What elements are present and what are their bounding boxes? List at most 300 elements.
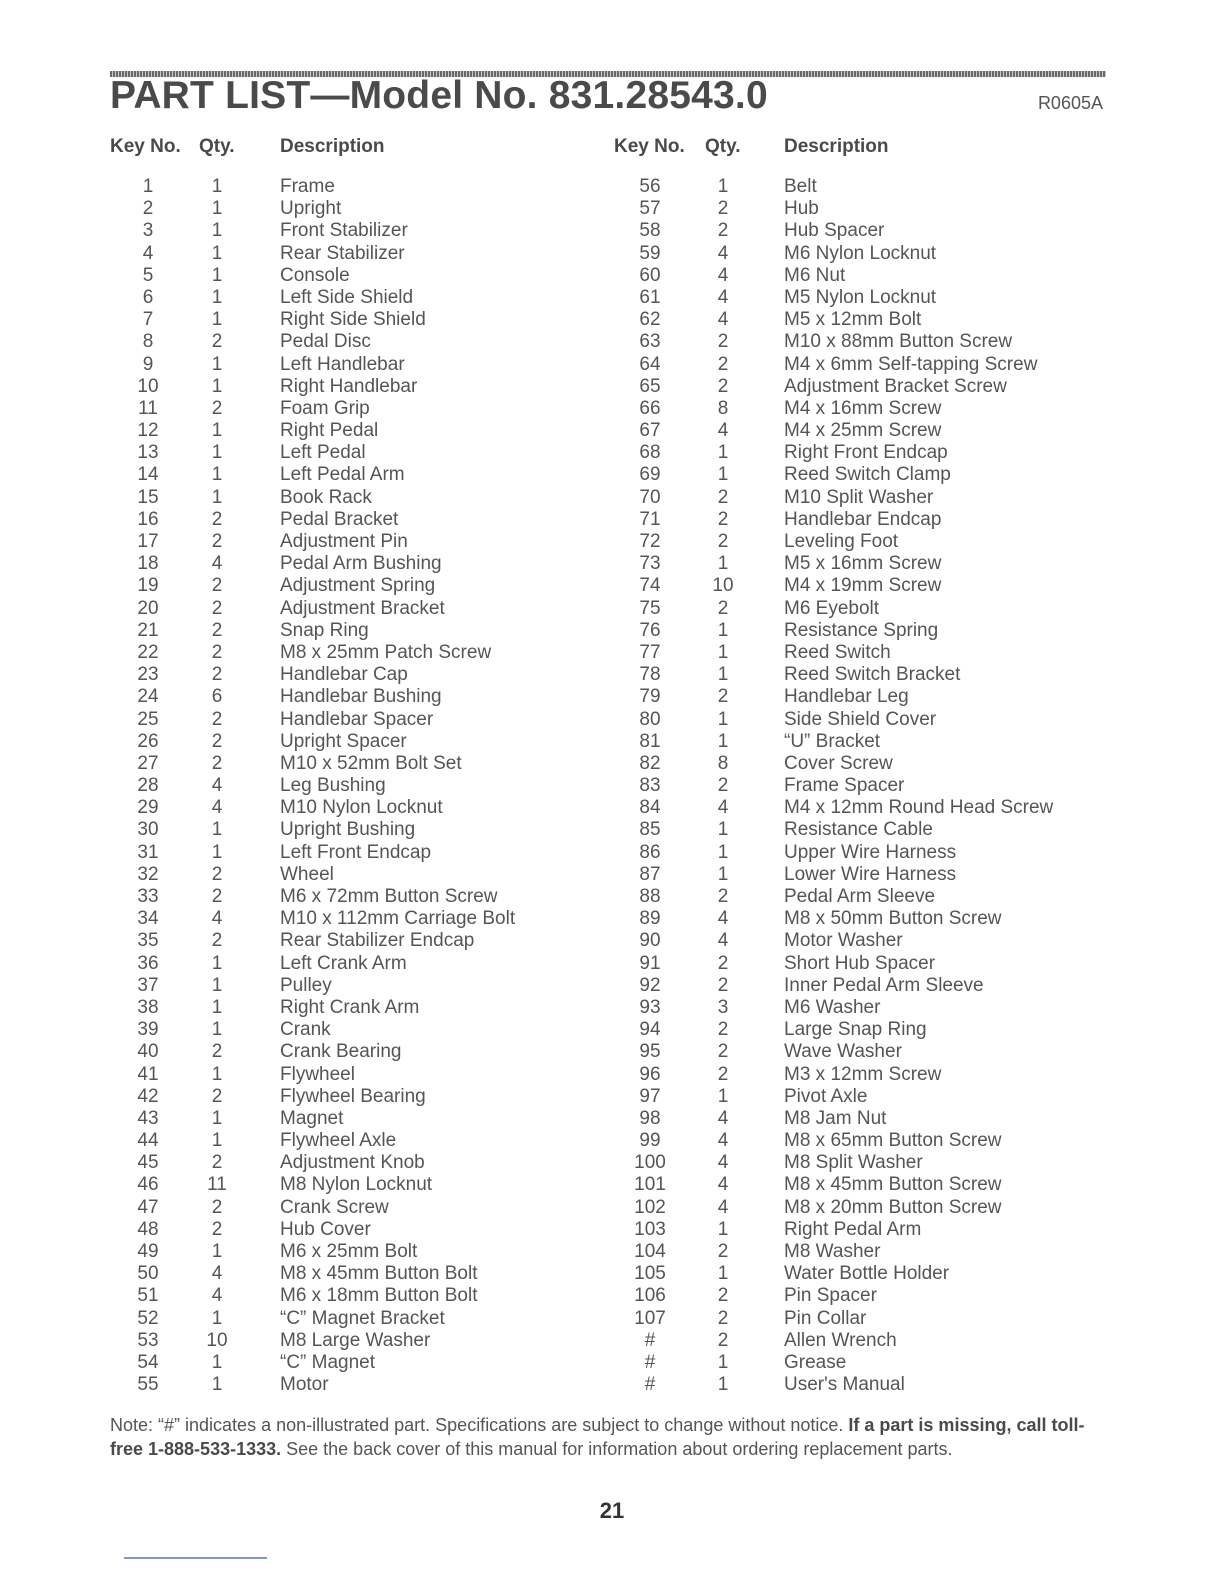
part-qty: 1	[717, 664, 729, 686]
part-key-no: 77	[639, 641, 661, 663]
part-description: M6 x 18mm Button Bolt	[280, 1285, 478, 1307]
part-qty: 1	[717, 1263, 729, 1285]
part-key-no: #	[644, 1329, 656, 1351]
part-key-no: 90	[639, 930, 661, 952]
part-key-no: 31	[137, 841, 159, 863]
part-key-no: 105	[634, 1263, 666, 1285]
part-key-no: 43	[137, 1107, 159, 1129]
part-qty: 1	[717, 442, 729, 464]
part-key-no: 27	[137, 752, 159, 774]
part-qty: 2	[211, 1196, 223, 1218]
part-description: Leveling Foot	[784, 531, 899, 552]
part-description: Hub Cover	[280, 1218, 371, 1240]
part-description: Cover Screw	[784, 752, 893, 774]
part-qty: 4	[717, 930, 729, 952]
part-key-no: 86	[639, 841, 661, 863]
part-qty: 1	[717, 1351, 729, 1373]
part-qty: 2	[211, 531, 223, 552]
part-description: Lower Wire Harness	[784, 863, 957, 885]
part-key-no: 92	[639, 974, 661, 996]
part-description: M8 x 20mm Button Screw	[784, 1196, 1002, 1218]
part-key-no: 13	[137, 442, 159, 464]
part-description: Adjustment Pin	[280, 531, 408, 552]
note-contact: If a part is missing, call toll-free 1-888-533-1333.	[110, 1415, 1085, 1459]
part-qty: 4	[717, 1152, 729, 1174]
part-qty: 1	[211, 1019, 223, 1041]
part-key-no: 85	[639, 819, 661, 841]
part-key-no: 84	[639, 797, 661, 819]
part-qty: 4	[211, 797, 223, 819]
part-description: M8 Split Washer	[784, 1152, 923, 1174]
part-qty: 2	[717, 1019, 729, 1041]
part-description: “C” Magnet Bracket	[280, 1307, 445, 1329]
part-qty: 1	[211, 952, 223, 974]
part-key-no: 65	[639, 375, 661, 397]
part-key-no: 58	[639, 220, 661, 242]
part-key-no: 9	[142, 353, 154, 375]
part-description: Handlebar Bushing	[280, 686, 442, 708]
part-qty: 1	[717, 841, 729, 863]
part-qty: 2	[717, 775, 729, 797]
part-key-no: 60	[639, 264, 661, 286]
part-description: Resistance Cable	[784, 819, 933, 841]
part-description: M5 x 12mm Bolt	[784, 309, 922, 331]
part-qty: 2	[211, 752, 223, 774]
part-description: Motor Washer	[784, 930, 903, 952]
part-key-no: 46	[137, 1174, 159, 1196]
part-description: M3 x 12mm Screw	[784, 1063, 942, 1085]
part-description: Resistance Spring	[784, 619, 939, 641]
part-description: Pin Spacer	[784, 1285, 877, 1307]
part-description: Pedal Disc	[280, 331, 371, 353]
part-qty: 1	[211, 220, 223, 242]
part-key-no: 95	[639, 1041, 661, 1063]
part-description: Snap Ring	[280, 619, 369, 641]
part-key-no: 59	[639, 242, 661, 264]
part-description: Right Pedal	[280, 420, 379, 442]
part-key-no: 83	[639, 775, 661, 797]
part-qty: 1	[211, 974, 223, 996]
part-description: Side Shield Cover	[784, 708, 937, 730]
part-description: User's Manual	[784, 1374, 905, 1396]
part-description: Upright Spacer	[280, 730, 407, 752]
part-description: M8 Large Washer	[280, 1329, 431, 1351]
part-key-no: 57	[639, 198, 661, 220]
part-key-no: 22	[137, 641, 159, 663]
part-key-no: 91	[639, 952, 661, 974]
part-description: Pin Collar	[784, 1307, 867, 1329]
part-qty: 2	[717, 952, 729, 974]
part-key-no: 1	[142, 176, 154, 197]
part-description: Wave Washer	[784, 1041, 902, 1063]
part-qty: 1	[211, 420, 223, 442]
part-qty: 2	[717, 597, 729, 619]
part-key-no: 70	[639, 486, 661, 508]
part-qty: 1	[211, 1063, 223, 1085]
part-qty: 1	[717, 1218, 729, 1240]
part-description: Grease	[784, 1351, 847, 1373]
part-key-no: 87	[639, 863, 661, 885]
part-description: Hub	[784, 198, 819, 220]
part-description: Upright Bushing	[280, 819, 416, 841]
part-key-no: 34	[137, 908, 159, 930]
part-key-no: 94	[639, 1019, 661, 1041]
part-key-no: 72	[639, 531, 661, 552]
part-description: Reed Switch	[784, 641, 891, 663]
part-qty: 1	[211, 353, 223, 375]
part-key-no: 10	[137, 375, 159, 397]
part-qty: 1	[211, 486, 223, 508]
part-qty: 2	[717, 220, 729, 242]
part-key-no: 36	[137, 952, 159, 974]
part-description: Crank Screw	[280, 1196, 389, 1218]
part-description: Upper Wire Harness	[784, 841, 957, 863]
part-description: Wheel	[280, 863, 334, 885]
part-description: Large Snap Ring	[784, 1019, 927, 1041]
part-key-no: #	[644, 1351, 656, 1373]
part-qty: 1	[211, 176, 223, 197]
part-key-no: 66	[639, 397, 661, 419]
part-key-no: 52	[137, 1307, 159, 1329]
part-key-no: 69	[639, 464, 661, 486]
part-description: Hub Spacer	[784, 220, 885, 242]
part-key-no: 62	[639, 309, 661, 331]
part-qty: 4	[717, 1130, 729, 1152]
part-description: M8 Jam Nut	[784, 1107, 887, 1129]
part-description: Pedal Bracket	[280, 508, 399, 530]
part-description: “C” Magnet	[280, 1351, 376, 1373]
part-key-no: 101	[634, 1174, 666, 1196]
part-qty: 10	[712, 575, 734, 597]
part-key-no: 20	[137, 597, 159, 619]
part-key-no: 14	[137, 464, 159, 486]
part-key-no: 3	[142, 220, 154, 242]
part-qty: 4	[717, 1107, 729, 1129]
part-key-no: 98	[639, 1107, 661, 1129]
part-description: Pedal Arm Sleeve	[784, 886, 936, 907]
part-description: Reed Switch Clamp	[784, 464, 951, 486]
part-qty: 1	[717, 641, 729, 663]
part-qty: 4	[211, 775, 223, 797]
part-description: Adjustment Knob	[280, 1152, 425, 1174]
part-qty: 1	[717, 819, 729, 841]
part-description: M4 x 12mm Round Head Screw	[784, 797, 1054, 819]
part-qty: 2	[211, 664, 223, 686]
part-key-no: 8	[142, 331, 154, 353]
part-qty: 2	[717, 508, 729, 530]
part-qty: 1	[717, 464, 729, 486]
part-description: M4 x 25mm Screw	[784, 420, 942, 442]
part-description: Leg Bushing	[280, 775, 386, 797]
part-key-no: 56	[639, 176, 661, 197]
part-qty: 1	[211, 1307, 223, 1329]
part-qty: 1	[717, 553, 729, 575]
part-qty: 4	[717, 309, 729, 331]
part-description: M10 x 88mm Button Screw	[784, 331, 1013, 353]
part-qty: 2	[211, 597, 223, 619]
part-key-no: 61	[639, 286, 661, 308]
part-key-no: 64	[639, 353, 661, 375]
part-key-no: 47	[137, 1196, 159, 1218]
part-qty: 2	[211, 397, 223, 419]
part-key-no: 45	[137, 1152, 159, 1174]
part-key-no: 23	[137, 664, 159, 686]
part-description: Pedal Arm Bushing	[280, 553, 442, 575]
part-qty: 1	[211, 242, 223, 264]
part-qty: 1	[717, 176, 729, 197]
page-number: 21	[599, 1498, 625, 1523]
part-qty: 1	[211, 442, 223, 464]
part-qty: 1	[211, 996, 223, 1018]
part-qty: 1	[211, 1107, 223, 1129]
part-key-no: 11	[138, 397, 158, 419]
part-qty: 2	[717, 331, 729, 353]
part-qty: 1	[211, 1374, 223, 1396]
part-description: Foam Grip	[280, 397, 370, 419]
part-description: Left Side Shield	[280, 286, 414, 308]
part-key-no: 26	[137, 730, 159, 752]
part-description: Left Handlebar	[280, 353, 405, 375]
part-key-no: 100	[634, 1152, 666, 1174]
part-qty: 2	[717, 1285, 729, 1307]
part-qty: 2	[717, 531, 729, 552]
part-qty: 1	[717, 1085, 729, 1107]
part-qty: 2	[211, 575, 223, 597]
part-key-no: 40	[137, 1041, 159, 1063]
part-description: Upright	[280, 198, 342, 220]
part-description: M8 Nylon Locknut	[280, 1174, 433, 1196]
part-description: Flywheel	[280, 1063, 355, 1085]
part-key-no: 5	[142, 264, 154, 286]
part-description: Handlebar Spacer	[280, 708, 434, 730]
part-key-no: 102	[634, 1196, 666, 1218]
part-qty: 2	[717, 1063, 729, 1085]
bottom-rule	[124, 1557, 267, 1559]
part-qty: 4	[717, 286, 729, 308]
part-description: M5 Nylon Locknut	[784, 286, 937, 308]
part-qty: 2	[717, 974, 729, 996]
part-qty: 2	[211, 863, 223, 885]
part-key-no: 37	[137, 974, 159, 996]
part-description: M8 x 25mm Patch Screw	[280, 641, 492, 663]
part-key-no: 19	[137, 575, 159, 597]
part-description: Adjustment Bracket	[280, 597, 445, 619]
part-description: Right Handlebar	[280, 375, 418, 397]
part-key-no: 63	[639, 331, 661, 353]
part-key-no: 104	[634, 1241, 666, 1262]
part-description: M10 x 52mm Bolt Set	[280, 752, 462, 774]
part-qty: 1	[211, 464, 223, 486]
part-description: Frame	[280, 176, 335, 197]
part-description: Frame Spacer	[784, 775, 905, 797]
part-key-no: 97	[639, 1085, 661, 1107]
part-qty: 1	[211, 375, 223, 397]
part-description: M6 Nut	[784, 264, 846, 286]
part-key-no: 80	[639, 708, 661, 730]
part-description: M6 Eyebolt	[784, 597, 880, 619]
part-key-no: 53	[137, 1329, 159, 1351]
part-qty: 4	[211, 553, 223, 575]
part-key-no: 44	[137, 1130, 159, 1152]
part-key-no: 15	[137, 486, 159, 508]
part-qty: 2	[211, 708, 223, 730]
part-qty: 1	[211, 286, 223, 308]
part-key-no: 67	[639, 420, 661, 442]
part-qty: 2	[717, 1307, 729, 1329]
part-description: Short Hub Spacer	[784, 952, 936, 974]
part-description: M8 x 45mm Button Bolt	[280, 1263, 478, 1285]
part-description: M8 Washer	[784, 1241, 881, 1262]
part-key-no: 30	[137, 819, 159, 841]
part-key-no: 33	[137, 886, 159, 907]
part-description: M4 x 16mm Screw	[784, 397, 942, 419]
part-key-no: 50	[137, 1263, 159, 1285]
part-qty: 2	[717, 1041, 729, 1063]
part-key-no: 49	[137, 1241, 159, 1262]
part-qty: 2	[211, 508, 223, 530]
header-key-no: Key No.	[614, 136, 685, 157]
part-key-no: 4	[142, 242, 154, 264]
part-description: M8 x 65mm Button Screw	[784, 1130, 1002, 1152]
part-description: Allen Wrench	[784, 1329, 897, 1351]
header-description: Description	[280, 136, 385, 157]
part-key-no: 17	[137, 531, 159, 552]
part-description: M5 x 16mm Screw	[784, 553, 942, 575]
header-qty: Qty.	[199, 136, 235, 157]
part-key-no: 75	[639, 597, 661, 619]
part-description: Handlebar Endcap	[784, 508, 942, 530]
part-description: Rear Stabilizer	[280, 242, 405, 264]
part-qty: 8	[717, 752, 729, 774]
part-description: Rear Stabilizer Endcap	[280, 930, 475, 952]
part-description: Front Stabilizer	[280, 220, 408, 242]
part-qty: 4	[211, 908, 223, 930]
part-key-no: 39	[137, 1019, 159, 1041]
part-qty: 2	[211, 619, 223, 641]
part-qty: 6	[211, 686, 223, 708]
part-qty: 1	[211, 1351, 223, 1373]
part-qty: 2	[211, 1085, 223, 1107]
part-qty: 1	[211, 198, 223, 220]
part-key-no: 106	[634, 1285, 666, 1307]
part-description: “U” Bracket	[784, 730, 881, 752]
part-key-no: 71	[639, 508, 661, 530]
part-qty: 3	[717, 996, 729, 1018]
part-qty: 4	[717, 1196, 729, 1218]
part-description: M6 x 25mm Bolt	[280, 1241, 418, 1262]
part-qty: 1	[717, 863, 729, 885]
header-qty: Qty.	[705, 136, 741, 157]
part-description: M4 x 6mm Self-tapping Screw	[784, 353, 1038, 375]
part-description: Inner Pedal Arm Sleeve	[784, 974, 984, 996]
part-qty: 2	[211, 930, 223, 952]
part-description: Console	[280, 264, 350, 286]
part-qty: 1	[717, 1374, 729, 1396]
part-description: Book Rack	[280, 486, 372, 508]
part-qty: 2	[717, 353, 729, 375]
part-description: Flywheel Axle	[280, 1130, 397, 1152]
part-description: M8 x 50mm Button Screw	[784, 908, 1002, 930]
part-key-no: 41	[137, 1063, 159, 1085]
part-key-no: 79	[639, 686, 661, 708]
part-qty: 1	[211, 1241, 223, 1262]
part-key-no: 74	[639, 575, 661, 597]
part-description: Left Pedal Arm	[280, 464, 405, 486]
header-key-no: Key No.	[110, 136, 181, 157]
part-qty: 10	[206, 1329, 228, 1351]
part-key-no: 55	[137, 1374, 159, 1396]
part-description: M6 Washer	[784, 996, 881, 1018]
part-qty: 4	[717, 264, 729, 286]
part-key-no: 24	[137, 686, 159, 708]
part-description: Motor	[280, 1374, 329, 1396]
part-description: M10 Split Washer	[784, 486, 934, 508]
part-key-no: 93	[639, 996, 661, 1018]
part-qty: 8	[717, 397, 729, 419]
part-description: Pivot Axle	[784, 1085, 868, 1107]
part-qty: 4	[211, 1285, 223, 1307]
part-key-no: 25	[137, 708, 159, 730]
note-text: Note: “#” indicates a non-illustrated part. Specifications are subject to change without notice.	[110, 1415, 849, 1435]
part-key-no: 2	[142, 198, 154, 220]
part-description: Flywheel Bearing	[280, 1085, 426, 1107]
part-key-no: 54	[137, 1351, 159, 1373]
part-description: Belt	[784, 176, 817, 197]
part-qty: 11	[207, 1174, 227, 1196]
part-qty: 1	[211, 309, 223, 331]
part-qty: 2	[211, 730, 223, 752]
part-description: Crank	[280, 1019, 331, 1041]
part-key-no: 107	[634, 1307, 666, 1329]
part-description: Adjustment Bracket Screw	[784, 375, 1007, 397]
part-qty: 2	[211, 1041, 223, 1063]
part-key-no: 99	[639, 1130, 661, 1152]
part-qty: 2	[211, 1218, 223, 1240]
part-qty: 1	[211, 1130, 223, 1152]
part-key-no: 89	[639, 908, 661, 930]
part-key-no: 76	[639, 619, 661, 641]
part-qty: 4	[717, 420, 729, 442]
part-qty: 1	[717, 730, 729, 752]
part-description: M6 Nylon Locknut	[784, 242, 937, 264]
part-description: Water Bottle Holder	[784, 1263, 950, 1285]
part-key-no: #	[644, 1374, 656, 1396]
part-description: Left Front Endcap	[280, 841, 432, 863]
part-description: Reed Switch Bracket	[784, 664, 961, 686]
part-key-no: 28	[137, 775, 159, 797]
part-key-no: 35	[137, 930, 159, 952]
part-qty: 1	[717, 708, 729, 730]
part-qty: 2	[717, 1329, 729, 1351]
header-description: Description	[784, 136, 889, 157]
part-description: Adjustment Spring	[280, 575, 436, 597]
part-qty: 4	[211, 1263, 223, 1285]
part-key-no: 81	[639, 730, 661, 752]
part-key-no: 6	[142, 286, 154, 308]
part-key-no: 68	[639, 442, 661, 464]
part-qty: 2	[211, 1152, 223, 1174]
part-qty: 2	[717, 486, 729, 508]
note-text-end: See the back cover of this manual for information about ordering replacement parts.	[281, 1439, 953, 1459]
part-qty: 2	[717, 886, 729, 907]
part-description: Right Side Shield	[280, 309, 426, 331]
part-qty: 4	[717, 908, 729, 930]
part-qty: 1	[211, 264, 223, 286]
part-key-no: 82	[639, 752, 661, 774]
part-description: M8 x 45mm Button Screw	[784, 1174, 1002, 1196]
part-qty: 1	[717, 619, 729, 641]
document-code: R0605A	[1037, 93, 1103, 113]
